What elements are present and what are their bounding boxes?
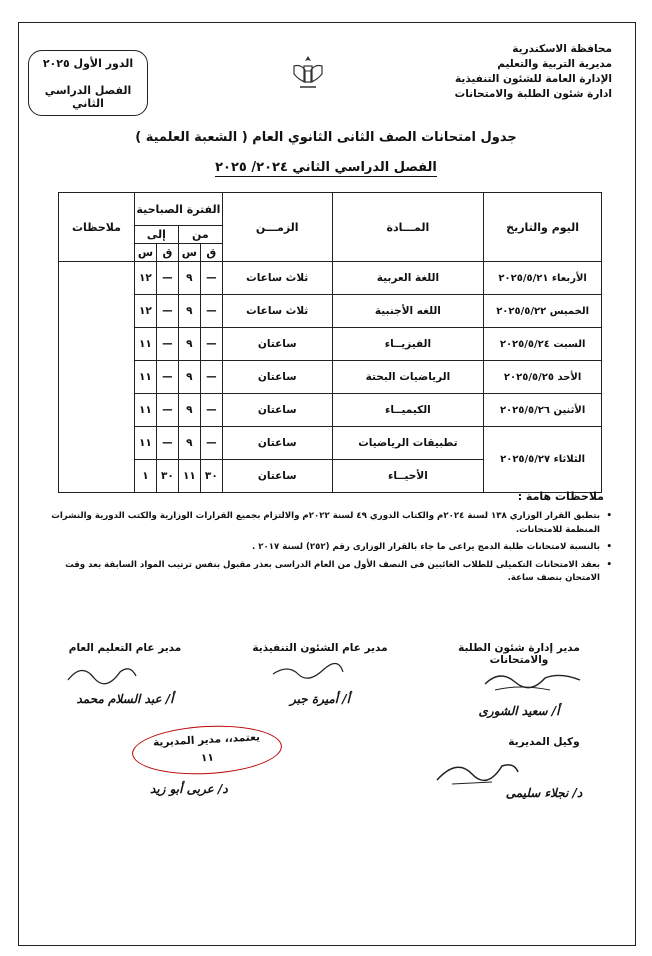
- notes-list: [40, 510, 612, 590]
- duration-cell: ساعتان: [222, 394, 332, 427]
- signature-name: أ/ أميرة جبر: [289, 692, 351, 706]
- day-date-cell: الأثنين ٢٠٢٥/٥/٢٦: [484, 394, 602, 427]
- handwritten-signature-icon: [268, 660, 348, 682]
- duration-cell: ساعتان: [222, 328, 332, 361]
- ministry-header: [455, 42, 612, 102]
- from-s-cell: ٩: [178, 295, 200, 328]
- col-from: من: [178, 226, 222, 244]
- note-item: • بعقد الامتحانات التكميلى للطلاب الغائبين فى النصف الأول من العام الدراسى بعذر مقبول بنفس ترتيب المواد السابقة بعد وقت الامتحان بنصف ساعة.: [40, 559, 612, 586]
- signature-title: مدير إدارة شئون الطلبة والامتحانات: [458, 642, 580, 666]
- col-subject: المـــادة: [332, 193, 484, 262]
- signature-name: أ/ عبد السلام محمد: [76, 692, 174, 706]
- duration-cell: ساعتان: [222, 427, 332, 460]
- to-s-cell: ١١: [134, 427, 156, 460]
- signature-name: د/ نجلاء سليمى: [505, 786, 583, 800]
- from-s-cell: ٩: [178, 394, 200, 427]
- subject-cell: الفيزيــاء: [332, 328, 484, 361]
- from-s-cell: ٩: [178, 427, 200, 460]
- subject-cell: الأحيــاء: [332, 460, 484, 493]
- exam-round-box: [28, 50, 148, 116]
- schedule-subtitle: [0, 160, 652, 175]
- col-to-s: س: [134, 244, 156, 262]
- handwritten-signature-icon: [480, 664, 590, 698]
- table-row: [59, 328, 602, 361]
- to-s-cell: ١١: [134, 394, 156, 427]
- from-q-cell: —: [200, 394, 222, 427]
- to-q-cell: —: [156, 361, 178, 394]
- from-q-cell: ٣٠: [200, 460, 222, 493]
- to-s-cell: ١١: [134, 361, 156, 394]
- from-s-cell: ١١: [178, 460, 200, 493]
- col-from-q: ق: [200, 244, 222, 262]
- handwritten-signature-icon: [432, 752, 522, 790]
- table-row: [59, 427, 602, 460]
- day-date-cell: الأحد ٢٠٢٥/٥/٢٥: [484, 361, 602, 394]
- from-q-cell: —: [200, 427, 222, 460]
- from-q-cell: —: [200, 361, 222, 394]
- round-label: الدور الأول ٢٠٢٥: [42, 56, 134, 70]
- from-q-cell: —: [200, 262, 222, 295]
- header-line: مديرية التربية والتعليم: [497, 58, 612, 70]
- col-day-date: اليوم والتاريخ: [484, 193, 602, 262]
- notes-cell: [59, 262, 135, 493]
- duration-cell: ساعتان: [222, 460, 332, 493]
- subject-cell: تطبيقات الرياضيات: [332, 427, 484, 460]
- day-date-cell: الثلاثاء ٢٠٢٥/٥/٢٧: [484, 427, 602, 493]
- to-q-cell: —: [156, 295, 178, 328]
- duration-cell: ثلاث ساعات: [222, 262, 332, 295]
- term-label: الفصل الدراسي الثاني: [44, 83, 132, 110]
- subject-cell: الكيميــاء: [332, 394, 484, 427]
- header-line: الإدارة العامة للشئون التنفيذية: [455, 73, 612, 85]
- to-q-cell: ٣٠: [156, 460, 178, 493]
- signature-title: وكيل المديرية: [508, 736, 580, 748]
- col-from-s: س: [178, 244, 200, 262]
- note-item: • بالنسبة لامتحانات طلبة الدمج يراعى ما جاء بالقرار الوزارى رقم (٢٥٢) لسنة ٢٠١٧ .: [40, 541, 612, 555]
- table-row: [59, 295, 602, 328]
- from-s-cell: ٩: [178, 262, 200, 295]
- to-s-cell: ١٢: [134, 262, 156, 295]
- from-s-cell: ٩: [178, 328, 200, 361]
- to-s-cell: ١١: [134, 328, 156, 361]
- table-header-row: [59, 193, 602, 226]
- signature-name: أ/ سعيد الشورى: [478, 704, 560, 718]
- subject-cell: اللغة العربية: [332, 262, 484, 295]
- table-row: [59, 394, 602, 427]
- subtitle-text: الفصل الدراسي الثاني ٢٠٢٤/ ٢٠٢٥: [215, 160, 437, 175]
- approval-line: ١١: [200, 751, 215, 765]
- handwritten-signature-icon: [60, 660, 140, 696]
- to-s-cell: ١: [134, 460, 156, 493]
- to-q-cell: —: [156, 394, 178, 427]
- eagle-emblem-icon: [288, 52, 328, 92]
- day-date-cell: السبت ٢٠٢٥/٥/٢٤: [484, 328, 602, 361]
- director-name: د/ عربى أبو زيد: [150, 782, 228, 796]
- table-row: [59, 361, 602, 394]
- from-s-cell: ٩: [178, 361, 200, 394]
- note-item: • بتطبق القرار الوزاري ١٣٨ لسنة ٢٠٢٤م والكتاب الدوري ٤٩ لسنة ٢٠٢٢م والالتزام بجميع القرارات الوزارية والكتب الدورية والنشرات المنظمة للامتحانات.: [40, 510, 612, 537]
- to-q-cell: —: [156, 427, 178, 460]
- day-date-cell: الخميس ٢٠٢٥/٥/٢٢: [484, 295, 602, 328]
- day-date-cell: الأربعاء ٢٠٢٥/٥/٢١: [484, 262, 602, 295]
- signature-title: مدير عام الشئون التنفيذية: [252, 642, 388, 654]
- subject-cell: اللغه الأجنبية: [332, 295, 484, 328]
- notes-title: ملاحظات هامة :: [517, 490, 604, 503]
- subject-cell: الرياضيات البحتة: [332, 361, 484, 394]
- col-to: إلى: [134, 226, 178, 244]
- header-line: محافظة الاسكندرية: [512, 43, 612, 55]
- exam-schedule-table: [58, 192, 602, 493]
- signature-title: مدير عام التعليم العام: [68, 642, 182, 654]
- to-q-cell: —: [156, 262, 178, 295]
- from-q-cell: —: [200, 328, 222, 361]
- col-notes: ملاحظات: [59, 193, 135, 262]
- duration-cell: ساعتان: [222, 361, 332, 394]
- to-q-cell: —: [156, 328, 178, 361]
- schedule-title: جدول امتحانات الصف الثانى الثانوي العام ( الشعبة العلمية ): [135, 130, 517, 145]
- col-duration: الزمـــن: [222, 193, 332, 262]
- table-row: [59, 262, 602, 295]
- col-to-q: ق: [156, 244, 178, 262]
- duration-cell: ثلاث ساعات: [222, 295, 332, 328]
- approval-line: يعتمد،، مدير المديرية: [152, 731, 261, 749]
- from-q-cell: —: [200, 295, 222, 328]
- header-line: ادارة شئون الطلبة والامتحانات: [454, 88, 612, 100]
- col-period: الفترة الصباحية: [134, 193, 222, 226]
- to-s-cell: ١٢: [134, 295, 156, 328]
